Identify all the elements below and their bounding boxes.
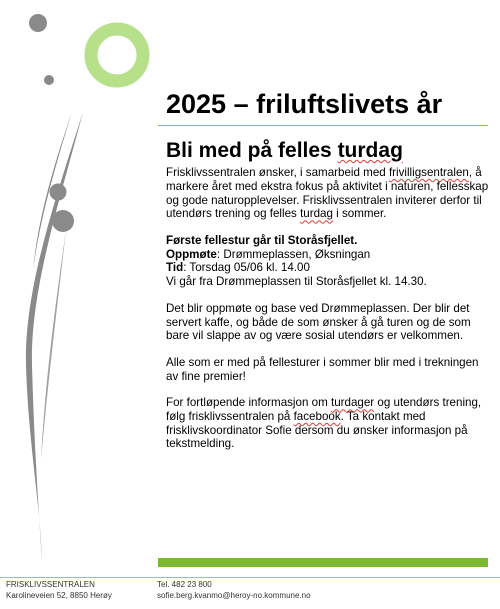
info-text-start: For fortløpende informasjon om bbox=[166, 396, 331, 410]
footer-email: sofie.berg.kvanmo@heroy-no.kommune.no bbox=[157, 591, 311, 600]
info-text-end: . Ta kontakt med frisklivskoordinator Sofie dersom du ønsker informasjon på tekstmelding. bbox=[166, 410, 468, 451]
title-rule bbox=[158, 125, 488, 126]
document-title: 2025 – friluftslivets år bbox=[166, 89, 443, 119]
footer-rule bbox=[0, 577, 500, 578]
meeting-value: : Drømmeplassen, Øksningan bbox=[216, 247, 371, 261]
intro-paragraph bbox=[166, 166, 491, 221]
subtitle-word-turdag: turdag bbox=[337, 139, 403, 162]
decor-dot-large bbox=[29, 14, 47, 32]
subtitle-text: Bli med på felles bbox=[166, 139, 338, 162]
document-subtitle bbox=[166, 138, 491, 163]
decor-dot-small bbox=[44, 75, 54, 85]
footer-left bbox=[6, 579, 112, 601]
intro-word-turdag: turdag bbox=[300, 207, 333, 221]
info-paragraph bbox=[166, 396, 491, 451]
intro-word-frivilligsentralen: frivilligsentralen bbox=[388, 166, 469, 180]
decor-green-ring bbox=[91, 29, 143, 81]
departure-text: Vi går fra Drømmeplassen til Storåsfjellet kl. 14.30. bbox=[166, 275, 427, 289]
decor-swoosh-main bbox=[26, 112, 83, 562]
prize-paragraph: Alle som er med på fellesturer i sommer blir med i trekningen av fine premier! bbox=[166, 355, 479, 383]
event-details bbox=[166, 234, 491, 289]
intro-text-end: i sommer. bbox=[332, 207, 387, 221]
footer-phone: Tel. 482 23 800 bbox=[157, 580, 212, 589]
first-trip-heading: Første fellestur går til Storåsfjellet. bbox=[166, 234, 358, 247]
document-body bbox=[166, 138, 491, 464]
time-value: : Torsdag 05/06 kl. 14.00 bbox=[183, 261, 310, 275]
footer-address: Karolineveien 52, 8850 Herøy bbox=[6, 591, 112, 600]
info-word-facebook: facebook bbox=[293, 410, 341, 424]
time-label: Tid bbox=[166, 261, 184, 275]
base-paragraph: Det blir oppmøte og base ved Drømmeplassen. Der blir det servert kaffe, og både de som ønsker å gå turen og de som bare vil slappe av og være sosial utendørs er velkommen. bbox=[166, 301, 471, 343]
footer-org-name: FRISKLIVSSENTRALEN bbox=[6, 580, 95, 589]
info-word-turdager: turdager bbox=[330, 396, 375, 410]
decor-swoosh-inner bbox=[41, 230, 66, 460]
footer-right bbox=[157, 579, 311, 601]
intro-text-start: Frisklivssentralen ønsker, i samarbeid med bbox=[166, 166, 389, 180]
meeting-label: Oppmøte bbox=[166, 247, 217, 261]
info-text-middle: og utendørs trening, følg frisklivssentralen på bbox=[166, 396, 482, 424]
green-accent-bar bbox=[158, 558, 488, 567]
decorative-graphic bbox=[0, 0, 160, 609]
intro-text-middle: , å markere året med ekstra fokus på aktivitet i naturen, fellesskap og gode naturopplevelser. Frisklivssentralen inviterer derfor til utendørs trening og felles bbox=[166, 166, 489, 221]
